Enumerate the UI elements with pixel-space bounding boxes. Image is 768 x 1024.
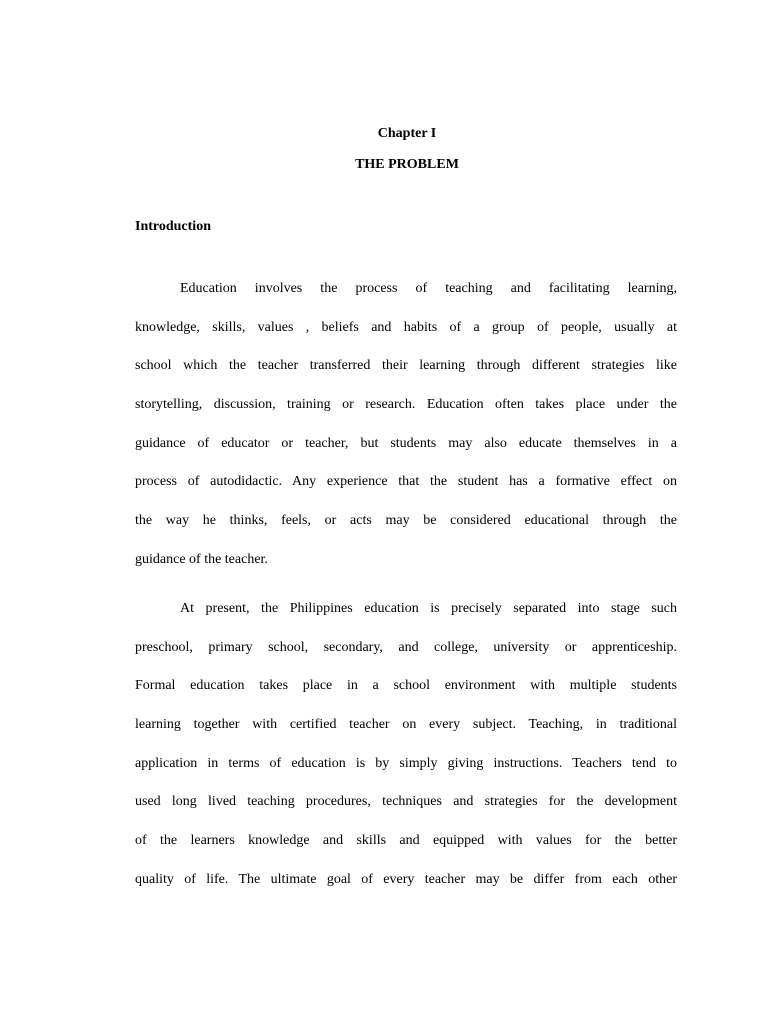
paragraph-line: storytelling, discussion, training or research. Education often takes place under the: [135, 397, 677, 413]
paragraph-line: guidance of educator or teacher, but students may also educate themselves in a: [135, 435, 677, 451]
chapter-title: THE PROBLEM: [355, 157, 459, 172]
paragraph-line: application in terms of education is by simply giving instructions. Teachers tend to: [135, 755, 677, 771]
paragraph-line: guidance of the teacher.: [135, 551, 268, 567]
paragraph-line: preschool, primary school, secondary, and college, university or apprenticeship.: [135, 639, 677, 655]
chapter-label: Chapter I: [377, 126, 437, 141]
paragraph-line: used long lived teaching procedures, techniques and strategies for the development: [135, 794, 677, 810]
paragraph-line: quality of life. The ultimate goal of every teacher may be differ from each other: [135, 871, 677, 887]
paragraph: [135, 279, 677, 589]
paragraph-line: Education involves the process of teaching and facilitating learning,: [180, 281, 677, 296]
paragraph-line: of the learners knowledge and skills and equipped with values for the better: [135, 833, 677, 849]
paragraph-line: school which the teacher transferred their learning through different strategies like: [135, 358, 677, 374]
paragraph-line: learning together with certified teacher on every subject. Teaching, in traditional: [135, 717, 677, 733]
paragraph-line: process of autodidactic. Any experience that the student has a formative effect on: [135, 474, 677, 490]
paragraph-line: At present, the Philippines education is precisely separated into stage such: [180, 601, 677, 616]
paragraph: [135, 599, 677, 909]
paragraph-line: Formal education takes place in a school environment with multiple students: [135, 678, 677, 694]
paragraph-line: knowledge, skills, values , beliefs and habits of a group of people, usually at: [135, 319, 677, 335]
section-heading: Introduction: [135, 219, 211, 234]
paragraph-line: the way he thinks, feels, or acts may be considered educational through the: [135, 513, 677, 529]
